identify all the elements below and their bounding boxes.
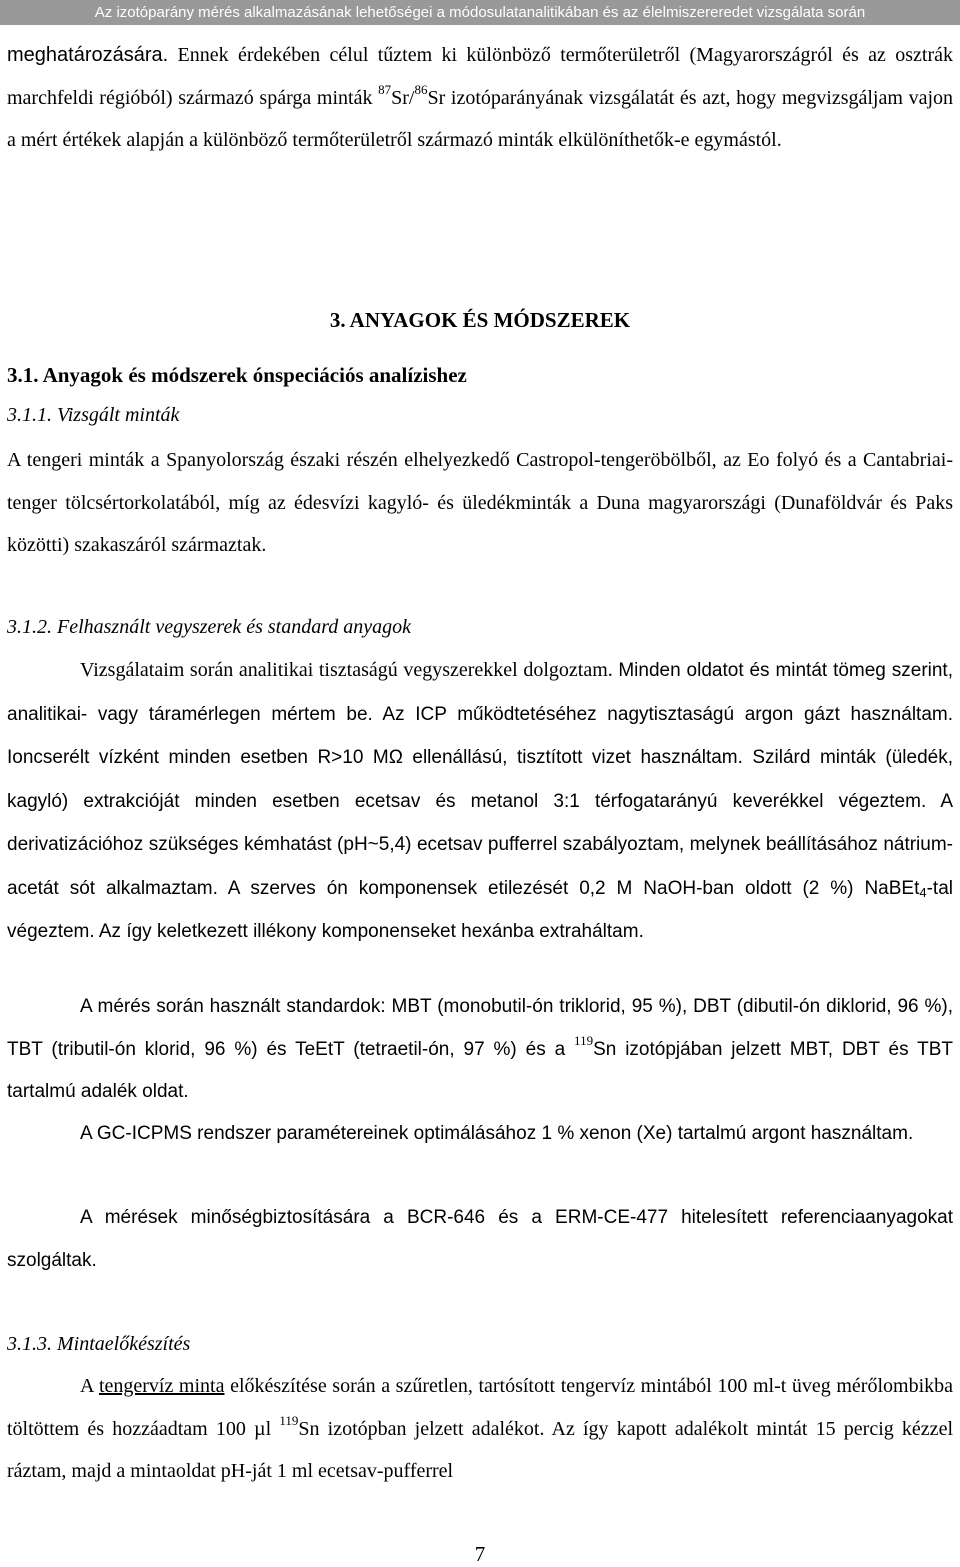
intro-leading-word: meghatározására. [7,44,169,66]
running-header [0,0,960,25]
reagents-intro: Vizsgálataim során analitikai tisztaságú vegyszerekkel dolgoztam. [80,659,619,681]
intro-text: Ennek érdekében célul tűztem ki különböző termőterületről (Magyarországról és az osztrák marchfeldi régióból) származó spárga minták [7,44,953,109]
subsection-title-3-1-3: 3.1.3. Mintaelőkészítés [7,1333,191,1355]
intro-text-end: Sr izotóparányának vizsgálatát és azt, hogy megvizsgáljam vajon a mért értékek alapján a különböző termőterületről származó minták elkülöníthetők-e egymástól. [7,86,954,151]
reagents-details: Minden oldatot és mintát tömeg szerint, analitikai- vagy táramérlegen mértem be. Az ICP működtetéséhez nagytisztaságú argon gázt használtam. Ioncserélt vízként minden esetben R>10 MΩ ellenállású, tisztított vizet használtam. Szilárd minták (üledék, kagyló) extrakcióját minden esetben ecetsav és metanol 3:1 térfogatarányú keverékkel végeztem. A derivatizációhoz szükséges kémhatást (pH~5,4) ecetsav pufferrel szabályoztam, melynek beállításához nátrium-acetát sót alkalmaztam. A szerves ón komponensek etilezését 0,2 M NaOH-ban oldott (2 %) NaBEt [7,660,953,899]
subsection-3-1-1-paragraph: A tengeri minták a Spanyolország északi részén elhelyezkedő Castropol-tengeröbölből, az Eo folyó és a Cantabriai-tenger tölcsértorkolatából, míg az édesvízi kagyló- és üledékminták a Duna magyarországi (Dunaföldvár és Paks közötti) szakaszáról származtak. [7,449,953,556]
standards-text-end: Sn izotópjában jelzett MBT, DBT és TBT tartalmú adalék oldat. [7,1038,953,1102]
superscript-86: 86 [414,81,428,97]
subsection-3-1-2-paragraph-2 [7,986,953,1114]
sample-prep-text: előkészítése során a szűretlen, tartósított tengervíz mintából 100 ml-t üveg mérőlombikba töltöttem és hozzáadtam 100 µl [7,1375,953,1440]
superscript-119-sn: 119 [279,1412,299,1428]
sample-prep-intro: A [80,1375,99,1397]
sample-prep-text-end: Sn izotópban jelzett adalékot. Az így kapott adalékolt mintát 15 percig kézzel ráztam, majd a mintaoldat pH-ját 1 ml ecetsav-pufferrel [7,1417,953,1482]
subsection-3-1-2-paragraph-4: A mérések minőségbiztosítására a BCR-646 és a ERM-CE-477 hitelesített referenciaanyagokat szolgáltak. [7,1207,953,1271]
chapter-title: 3. ANYAGOK ÉS MÓDSZEREK [329,308,631,332]
seawater-sample-term: tengervíz minta [98,1375,225,1397]
subsection-3-1-2-paragraph-1 [7,649,953,954]
page-number: 7 [474,1542,486,1566]
subsection-title-3-1-1: 3.1.1. Vizsgált minták [7,404,180,426]
superscript-87: 87 [378,81,392,97]
intro-paragraph [7,34,953,162]
intro-sr-mid: Sr/ [391,86,415,109]
superscript-119: 119 [574,1032,594,1048]
subscript-4: 4 [919,884,927,900]
subsection-title-3-1-2: 3.1.2. Felhasznált vegyszerek és standard anyagok [7,616,411,638]
section-title-3-1: 3.1. Anyagok és módszerek ónspeciációs analízishez [7,363,467,387]
running-header-title: Az izotóparány mérés alkalmazásának lehetőségei a módosulatanalitikában és az élelmiszereredet vizsgálata során [94,4,866,21]
subsection-3-1-2-paragraph-3: A GC-ICPMS rendszer paramétereinek optimálásához 1 % xenon (Xe) tartalmú argont használtam. [80,1123,914,1144]
reagents-details-end: -tal végeztem. Az így keletkezett illékony komponenseket hexánba extraháltam. [7,877,953,942]
subsection-3-1-3-paragraph [7,1365,953,1493]
standards-text: A mérés során használt standardok: MBT (monobutil-ón triklorid, 95 %), DBT (dibutil-ón diklorid, 96 %), TBT (tributil-ón klorid, 96 %) és TeEtT (tetraetil-ón, 97 %) és a [7,996,953,1060]
